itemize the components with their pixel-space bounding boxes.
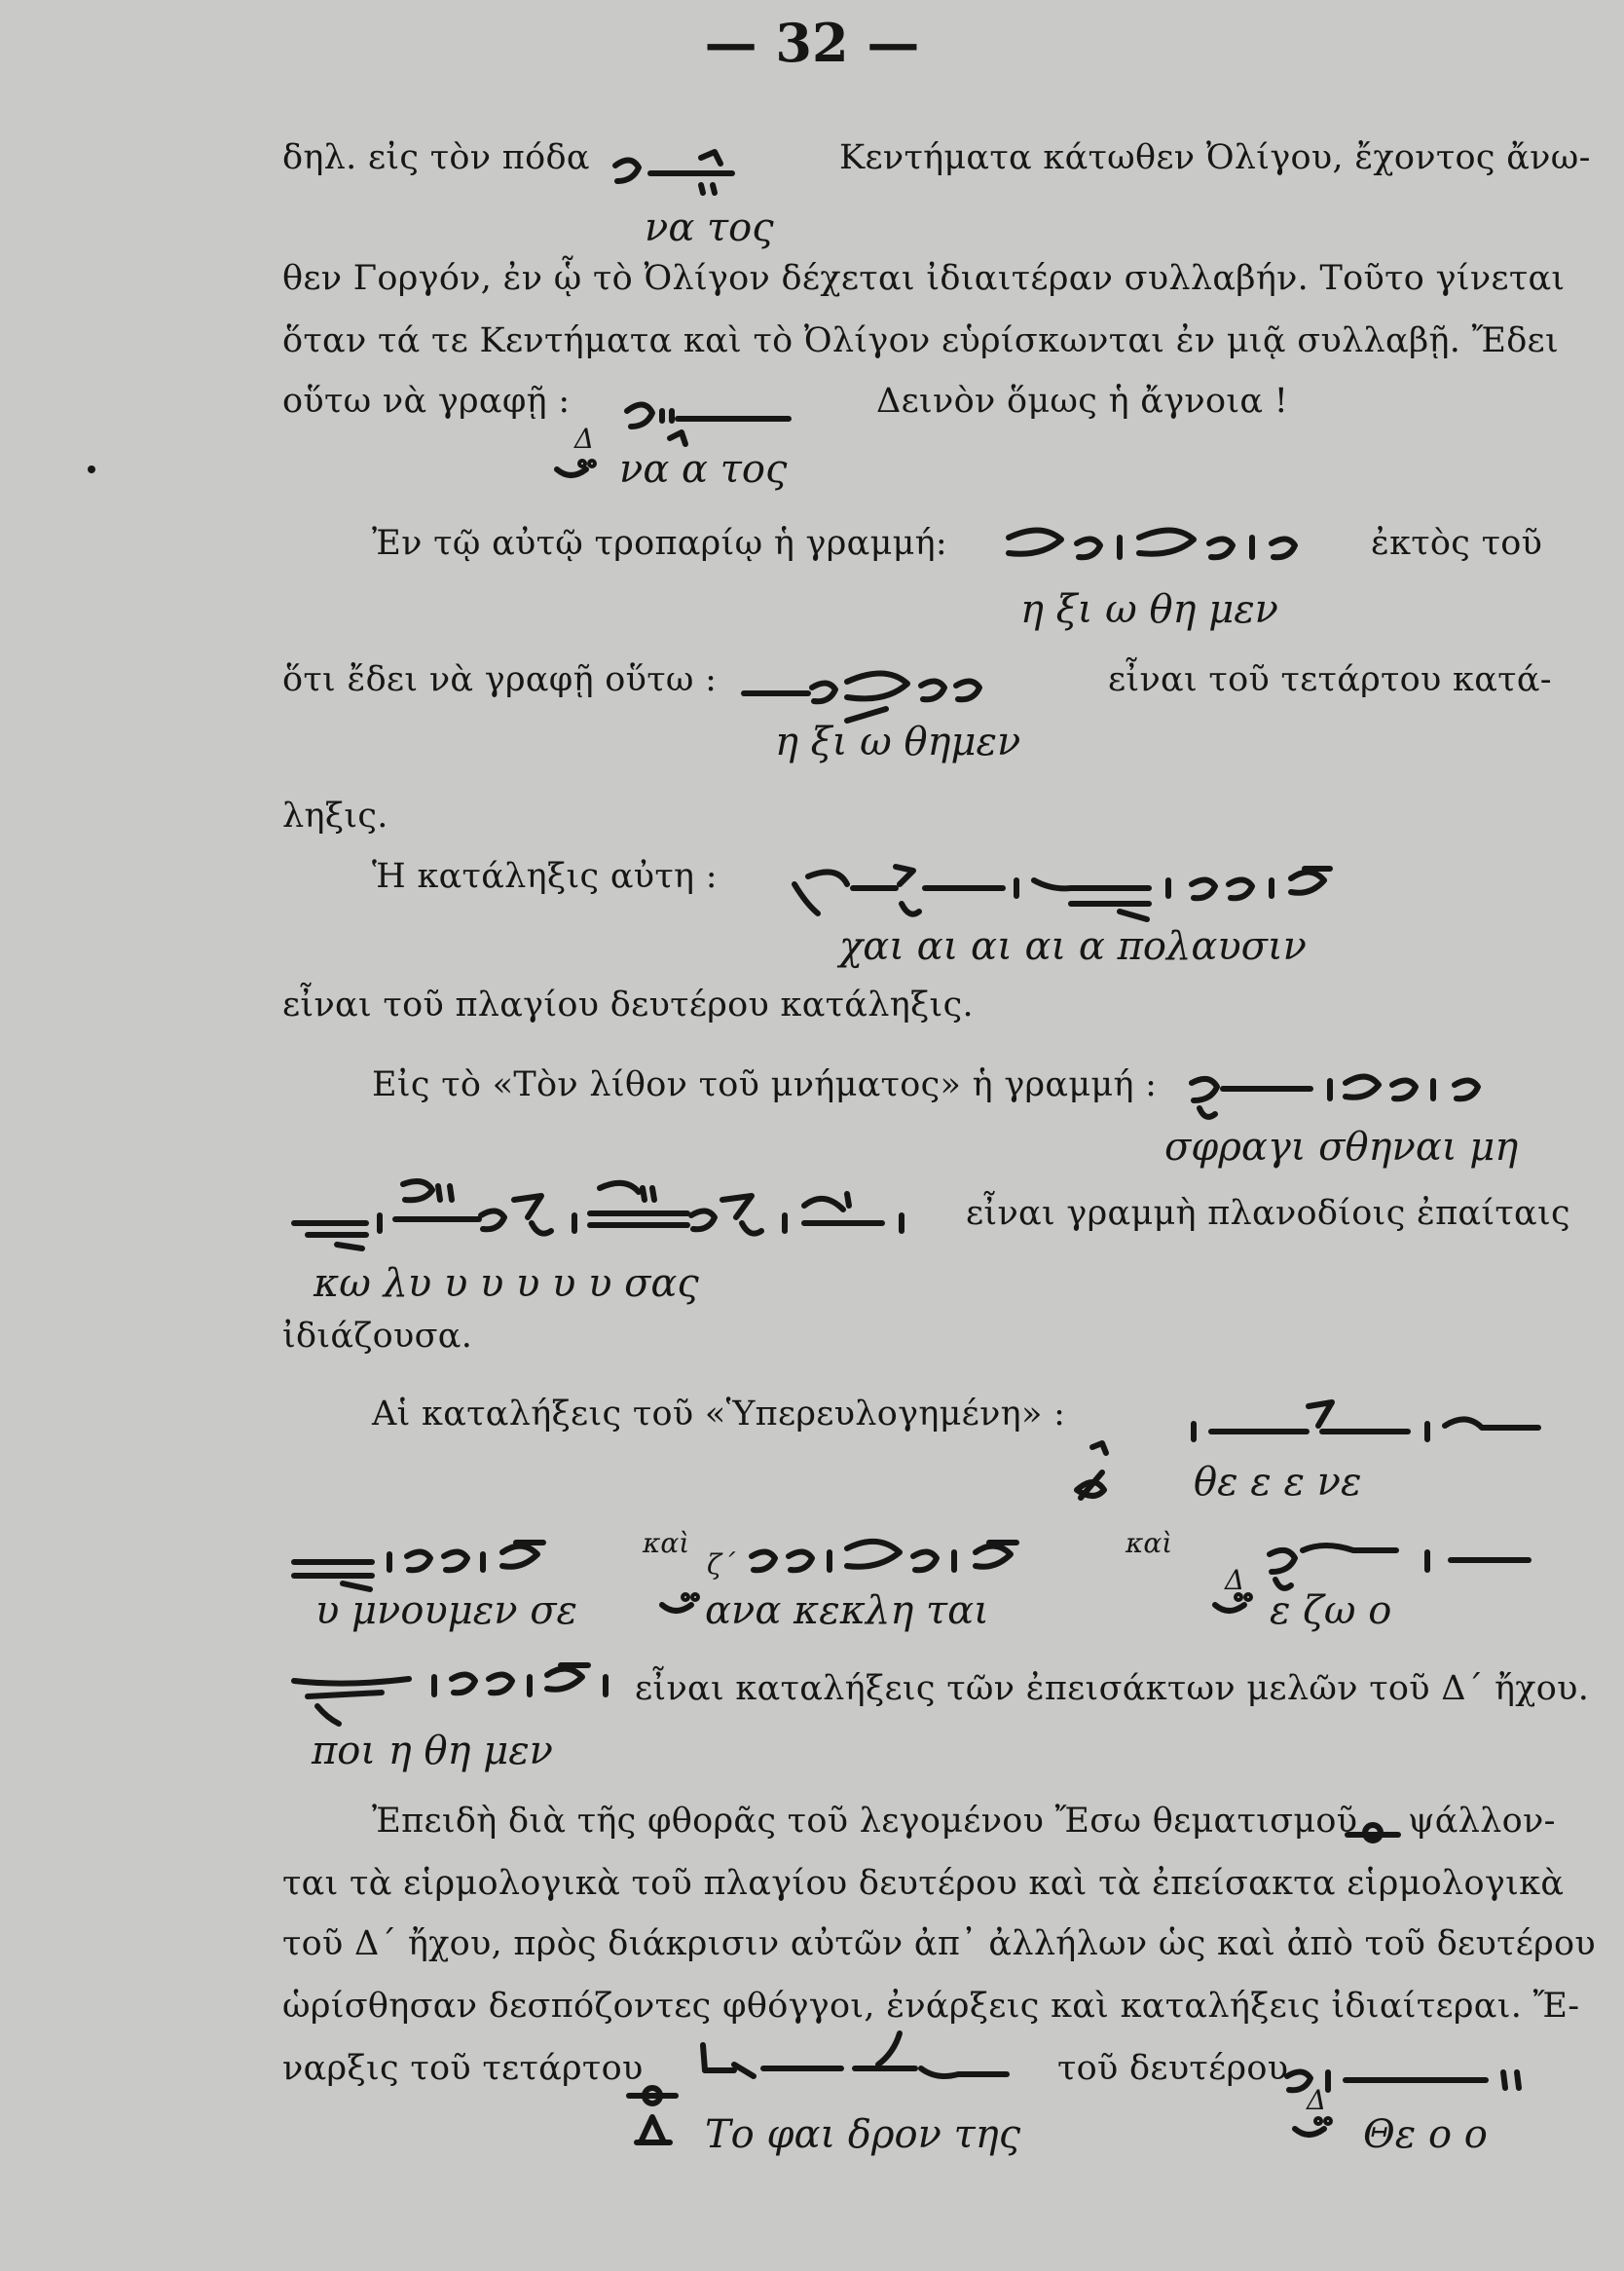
- text-line: δηλ. εἰς τὸν πόδα: [282, 138, 590, 177]
- syllable-marker: καὶ: [643, 1527, 690, 1559]
- neume-group: [288, 1525, 590, 1593]
- lyric-line: η ξι ω θη μεν: [1020, 587, 1278, 632]
- text-line: ται τὰ εἱρμολογικὰ τοῦ πλαγίου δευτέρου καὶ τὰ ἐπείσακτα εἱρμολογικὰ: [282, 1864, 1565, 1903]
- text-line: ψάλλον-: [1408, 1802, 1556, 1841]
- delta-mark: Δ: [1225, 1564, 1245, 1596]
- lyric-line: σφραγι σθηναι μη: [1164, 1125, 1519, 1170]
- delta-mark: Δ: [1307, 2084, 1327, 2116]
- neume-mark: [1211, 1591, 1260, 1620]
- neume-group: [740, 658, 1071, 726]
- text-line: Ἐν τῷ αὐτῷ τροπαρίῳ ἡ γραμμή:: [372, 524, 948, 563]
- zeta-mark: ζ΄: [707, 1548, 736, 1581]
- page-number: — 32 —: [704, 12, 920, 74]
- neume-group: [1081, 1383, 1558, 1461]
- lyric-line: υ μνουμεν σε: [315, 1588, 578, 1633]
- neume-mark: [553, 456, 611, 485]
- text-line: τοῦ δευτέρου: [1057, 2049, 1289, 2088]
- neume-group: [623, 390, 798, 448]
- text-line: Δεινὸν ὅμως ἡ ἄγνοια !: [876, 382, 1289, 421]
- lyric-line: Το φαι δρον της: [705, 2112, 1021, 2157]
- lyric-line: ανα κεκλη ται: [705, 1588, 989, 1633]
- text-line: θεν Γοργόν, ἐν ᾧ τὸ Ὀλίγον δέχεται ἰδιαιτέραν συλλαβήν. Τοῦτο γίνεται: [282, 259, 1566, 298]
- neume-group: [1003, 518, 1353, 577]
- neume-group: [779, 845, 1402, 933]
- lyric-line: να α τος: [619, 447, 788, 492]
- neume-group: [695, 2026, 1026, 2113]
- neume-group: [288, 1167, 931, 1254]
- text-line: εἶναι καταλήξεις τῶν ἐπεισάκτων μελῶν τοῦ Δ΄ ἤχου.: [635, 1669, 1590, 1708]
- fthora-mark: [1344, 1811, 1402, 1850]
- neume-mark: [658, 1591, 707, 1620]
- text-line: ὡρίσθησαν δεσπόζοντες φθόγγοι, ἐνάρξεις καὶ καταλήξεις ἰδιαίτεραι. Ἔ-: [282, 1987, 1580, 2026]
- lyric-line: κω λυ υ υ υ υ υ σας: [314, 1261, 699, 1306]
- neume-mark: [1069, 1455, 1116, 1502]
- text-line: εἶναι τοῦ τετάρτου κατά-: [1108, 660, 1552, 699]
- text-line: Ἡ κατάληξις αὐτη :: [372, 857, 718, 896]
- text-line: τοῦ Δ΄ ἤχου, πρὸς διάκρισιν αὐτῶν ἀπ᾿ ἀλλήλων ὡς καὶ ἀπὸ τοῦ δευτέρου: [282, 1924, 1596, 1963]
- neume-mark: [623, 2084, 682, 2152]
- neume-mark: [1291, 2115, 1340, 2144]
- lyric-line: χαι αι αι αι α πολαυσιν: [839, 924, 1307, 969]
- neume-group: [288, 1654, 619, 1731]
- lyric-line: Θε ο ο: [1363, 2112, 1488, 2157]
- text-line: Ἐπειδὴ διὰ τῆς φθορᾶς τοῦ λεγομένου Ἔσω θεματισμοῦ: [372, 1802, 1358, 1841]
- neume-group: [611, 125, 738, 193]
- neume-group: [746, 1525, 1057, 1593]
- text-line: ὅτι ἔδει νὰ γραφῇ οὕτω :: [282, 660, 718, 699]
- lyric-line: θε ε ε νε: [1194, 1460, 1362, 1505]
- text-line: Κεντήματα κάτωθεν Ὀλίγου, ἔχοντος ἄνω-: [839, 138, 1591, 177]
- lyric-line: ποι η θη μεν: [312, 1729, 553, 1773]
- lyric-line: να τος: [645, 205, 774, 250]
- text-line: εἶναι τοῦ πλαγίου δευτέρου κατάληξις.: [282, 986, 974, 1024]
- text-line: ὅταν τά τε Κεντήματα καὶ τὸ Ὀλίγον εὑρίσκωνται ἐν μιᾷ συλλαβῇ. Ἔδει: [282, 321, 1560, 360]
- text-line: ναρξις τοῦ τετάρτου: [282, 2049, 644, 2088]
- text-line: Εἰς τὸ «Τὸν λίθον τοῦ μνήματος» ἡ γραμμή :: [372, 1065, 1158, 1104]
- delta-mark: Δ: [574, 423, 595, 455]
- neume-group: [1256, 1525, 1548, 1593]
- text-line: οὕτω νὰ γραφῇ :: [282, 382, 571, 421]
- syllable-marker: καὶ: [1126, 1527, 1173, 1559]
- text-line: Αἱ καταλήξεις τοῦ «Ὑπερευλογημένη» :: [372, 1395, 1066, 1433]
- lyric-line: η ξι ω θημεν: [775, 720, 1021, 764]
- text-line: ἐκτὸς τοῦ: [1371, 524, 1543, 563]
- margin-mark: [88, 465, 95, 473]
- text-line: ληξις.: [282, 797, 388, 836]
- text-line: ἰδιάζουσα.: [282, 1317, 473, 1356]
- neume-group: [1184, 1054, 1554, 1132]
- text-line: εἶναι γραμμὴ πλανοδίοις ἐπαίταις: [966, 1194, 1570, 1233]
- lyric-line: ε ζω ο: [1270, 1588, 1392, 1633]
